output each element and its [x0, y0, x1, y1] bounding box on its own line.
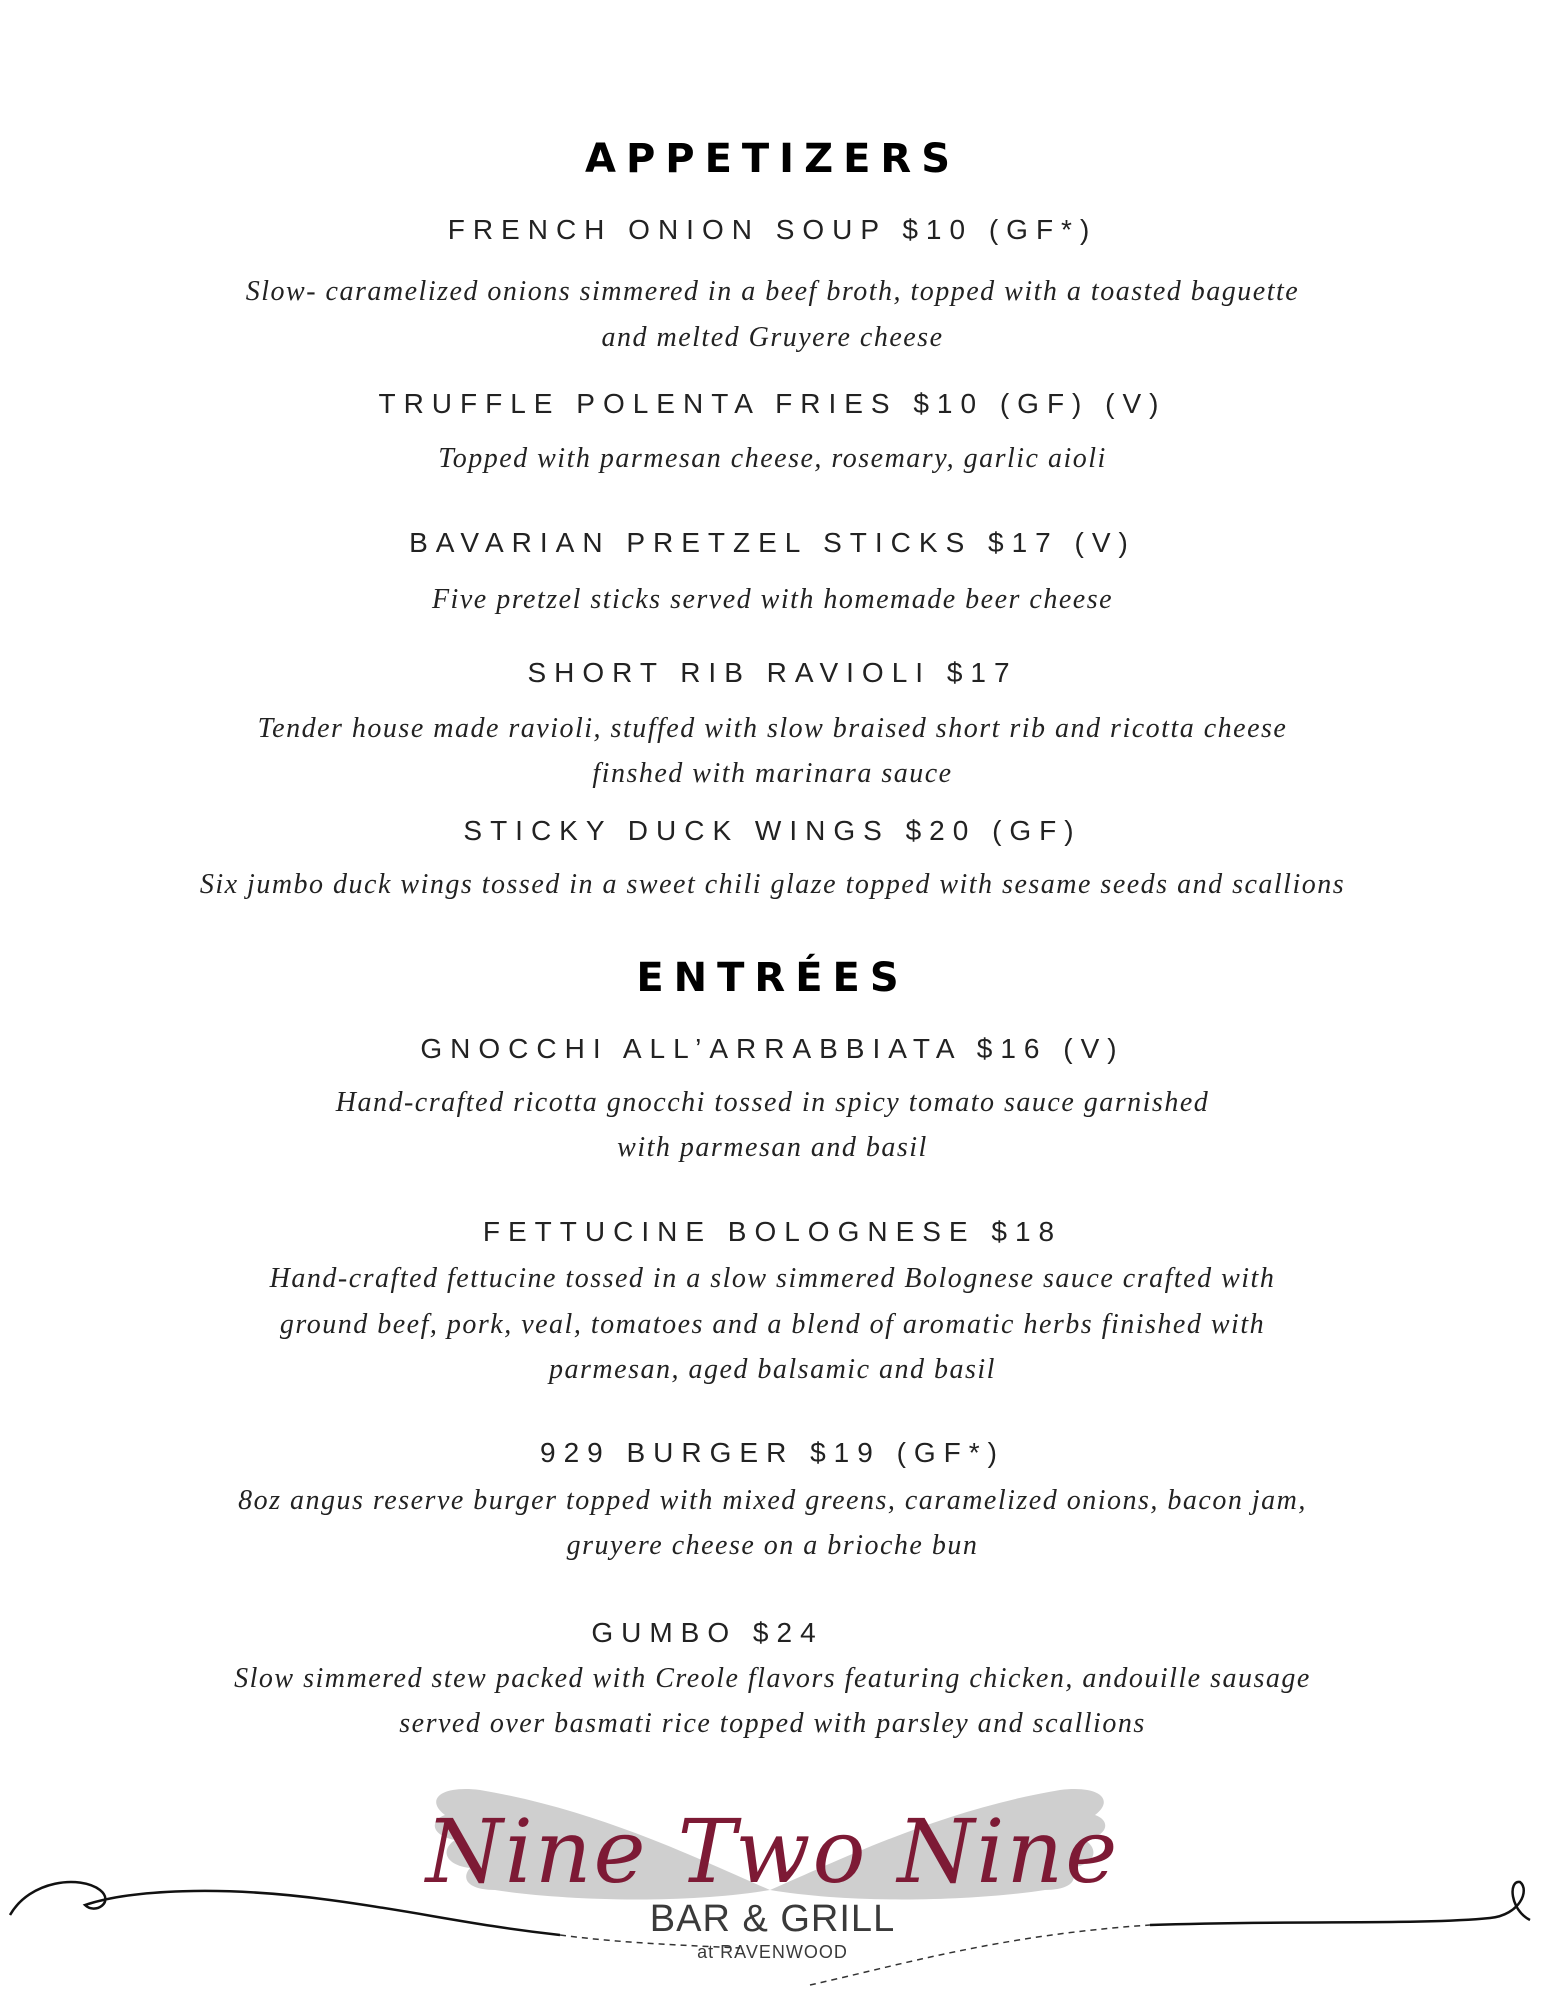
menu-item-description: 8oz angus reserve burger topped with mixed greens, caramelized onions, bacon jam, [238, 1485, 1307, 1516]
entrees-heading: ENTRÉES [636, 955, 909, 1001]
menu-item-description: Hand-crafted fettucine tossed in a slow simmered Bolognese sauce crafted with [269, 1263, 1276, 1294]
menu-item-name: FETTUCINE BOLOGNESE $18 [482, 1216, 1063, 1247]
menu-item-name: 929 BURGER $19 (GF*) [540, 1437, 1005, 1468]
menu-item-description: Hand-crafted ricotta gnocchi tossed in spicy tomato sauce garnished [335, 1087, 1210, 1118]
menu-item-description: with parmesan and basil [617, 1132, 928, 1163]
menu-item-description: parmesan, aged balsamic and basil [549, 1354, 996, 1385]
menu-item-name: GUMBO $24 [591, 1617, 824, 1648]
menu-item-description: Five pretzel sticks served with homemade beer cheese [431, 584, 1114, 615]
appetizers-heading: APPETIZERS [584, 136, 961, 182]
menu-item-description: finshed with marinara sauce [592, 758, 953, 789]
menu-item-description: served over basmati rice topped with parsley and scallions [399, 1708, 1146, 1739]
menu-item-name: FRENCH ONION SOUP $10 (GF*) [447, 214, 1098, 245]
logo-script-text: Nine Two Nine [425, 1800, 1120, 1903]
menu-item-name: STICKY DUCK WINGS $20 (GF) [463, 815, 1082, 846]
menu-item-description: Slow- caramelized onions simmered in a beef broth, topped with a toasted baguette [245, 276, 1300, 307]
menu-item-description: Topped with parmesan cheese, rosemary, garlic aioli [438, 443, 1107, 474]
menu-item-name: SHORT RIB RAVIOLI $17 [527, 657, 1018, 688]
logo-bar-grill-text: BAR & GRILL [649, 1898, 896, 1940]
menu-item-name: TRUFFLE POLENTA FRIES $10 (GF) (V) [378, 388, 1167, 419]
logo-location-text: at RAVENWOOD [697, 1942, 848, 1962]
menu-item-description: and melted Gruyere cheese [601, 322, 944, 353]
menu-item-description: ground beef, pork, veal, tomatoes and a blend of aromatic herbs finished with [279, 1309, 1266, 1340]
menu-item-description: Tender house made ravioli, stuffed with slow braised short rib and ricotta cheese [257, 713, 1288, 744]
menu-item-name: BAVARIAN PRETZEL STICKS $17 (V) [409, 527, 1136, 558]
restaurant-logo [0, 1740, 1545, 2000]
menu-item-description: Six jumbo duck wings tossed in a sweet chili glaze topped with sesame seeds and scallions [199, 869, 1346, 900]
menu-item-name: GNOCCHI ALL’ARRABBIATA $16 (V) [420, 1033, 1125, 1064]
menu-item-description: gruyere cheese on a brioche bun [566, 1530, 979, 1561]
menu-item-description: Slow simmered stew packed with Creole flavors featuring chicken, andouille sausage [234, 1663, 1311, 1694]
